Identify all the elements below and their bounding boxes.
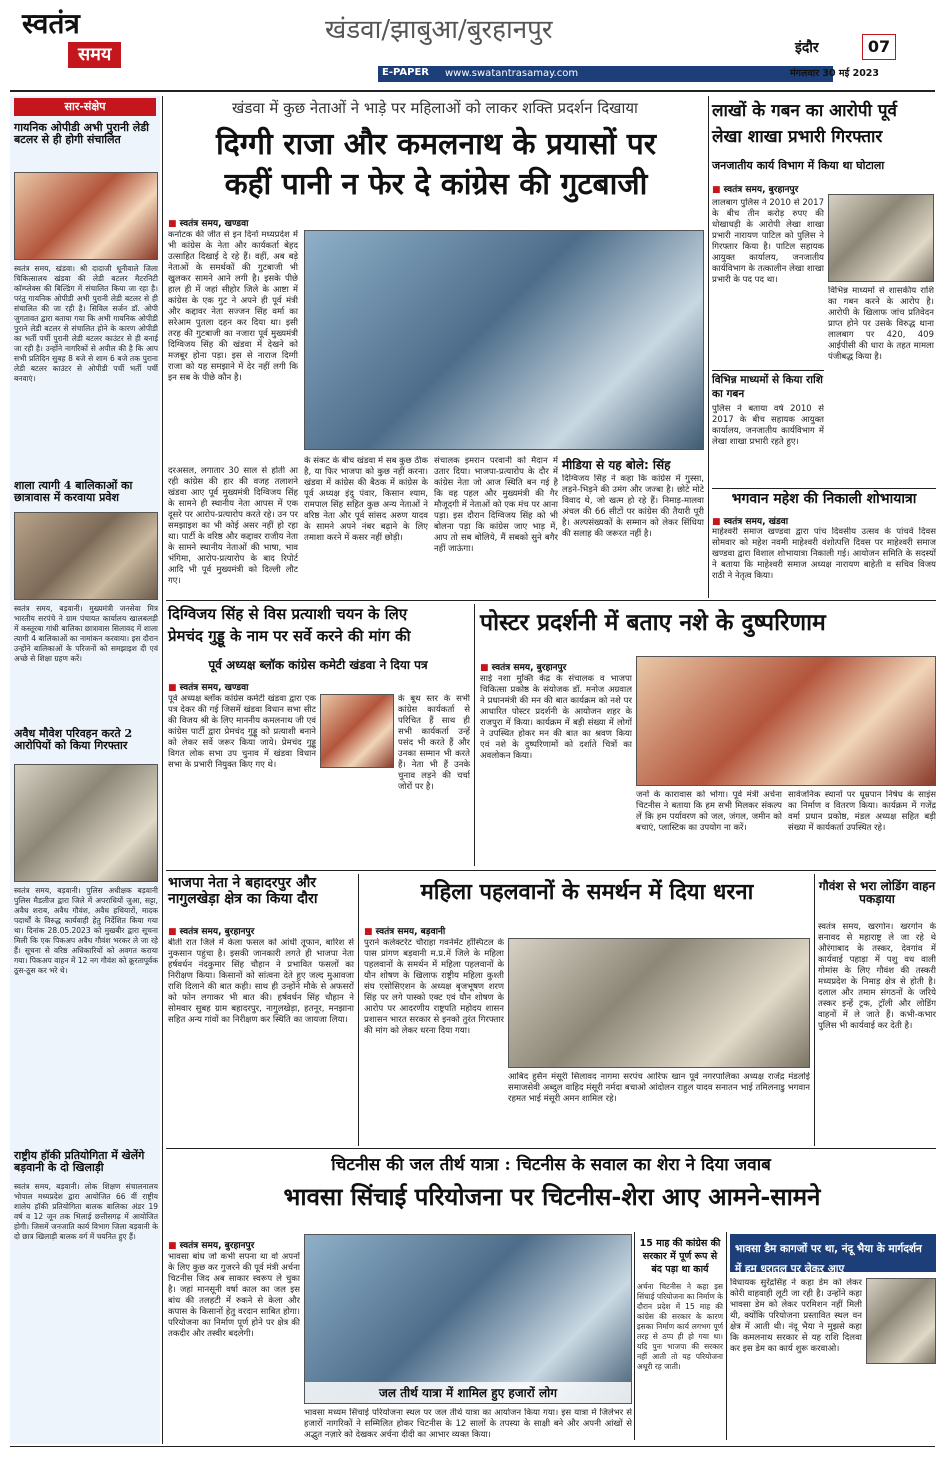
bhavsa-photo xyxy=(304,1234,632,1404)
sidebar-body-1: स्वतंत्र समय, खंडवा। श्री दादाजी धूनीवाले जिला चिकित्सालय खंडवा की लेडी बटलर मैटरनिटी कॉम्प्लेक्स की बिल्डिंग में संचालित किया जा रहा है। परंतु गायनिक ओपीडी अभी पुरानी लेडी बटलर से ही संचालित की जा रही है। सिविल सर्जन डॉ. ओपी जुगतावत द्वारा बताया गया कि अभी गायनिक ओपीडी पुराने लेडी बटलर से संचालित होने के कारण ओपीडी का भर्ती पर्ची पुरानी लेडी बटलर काउंटर से ही बनाई जा रही है। उन्होंने नागरिकों से अपील की है कि आप सभी प्रतिदिन सुबह 8 बजे से शाम 6 बजे तक पुराना लेडी बटलर काउंटर से ओपीडी पर्ची भर्ती पर्ची बनवाएं। xyxy=(14,264,158,383)
digvijay-body-2: के बूथ स्तर के सभी कांग्रेस कार्यकर्ता से परिचित हैं साथ ही सभी कार्यकर्ता उन्हें पसंद भी करते हैं और उनका सम्मान भी करते हैं। नेता भी हैं उनके चुनाव लड़ने की चर्चा जोरों पर है। xyxy=(398,694,470,792)
lead-bottom-rule xyxy=(166,600,936,601)
sidebar-photo-2 xyxy=(14,512,158,600)
wrestlers-divider xyxy=(814,874,815,1146)
digvijay-photo xyxy=(320,694,394,768)
mahesh-body: माहेश्वरी समाज खण्डवा द्वारा पांच दिवसीय उत्सव के पांचवें दिवस सोमवार को महेश नवमी माहेश्वरी वंशोत्पत्ति दिवस पर माहेश्वरी समाज खण्डवा द्वारा विशाल शोभायात्रा निकाली गई। आयोजन समिति के सदस्यों ने बताया कि माहेश्वरी समाज अध्यक्ष नारायण बाहेती व सचिव विजय राठी ने नेतृत्व किया। xyxy=(712,527,936,581)
lead-kicker: खंडवा में कुछ नेताओं ने भाड़े पर महिलाओं को लाकर शक्ति प्रदर्शन दिखाया xyxy=(232,99,638,117)
gauvansh-headline: गौवंश से भरा लोडिंग वाहन पकड़ाया xyxy=(818,879,936,907)
lead-body-5: दिग्विजय सिंह ने कहा कि कांग्रेस में गुस्सा, लड़ने-भिड़ने की उमंग और जज्बा है। छोटे मोटे विवाद थे, जो खत्म हो रहे हैं। निमाड़-मालवा अंचल की 66 सीटों पर कांग्रेस की तैयारी पूरी है। अल्पसंख्यकों के सम्मान को लेकर सिंधिया की सलाह की जरूरत नहीं है। xyxy=(562,474,704,539)
epaper-label: E-PAPER xyxy=(382,67,429,78)
poster-body-3: सार्वजनिक स्थानों पर धूम्रपान निषेध के साइंस का निर्माण व वितरण किया। कार्यक्रम में गजेंद्र वर्मा प्रधान प्रकोष्ठ, मंडल अध्यक्ष सहित बड़ी संख्या में कार्यकर्ता उपस्थित रहे। xyxy=(788,790,936,833)
bjp-body: बीती रात जिले में केला फसल को आंधी तूफान, बारिश से नुकसान पहुंचा है। इसकी जानकारी लगते ही भाजपा नेता हर्षवर्धन नंदकुमार सिंह चौहान ने प्रभावित फसलों का निरीक्षण किया। किसानों को सांत्वना देते हुए जल्द मुआवजा राशि दिलाने की बात कही। साथ ही उन्होंने मौके से अफसरों को फोन लगाकर भी बात की। हर्षवर्धन सिंह चौहान ने सोमवार सुबह ग्राम बहादरपुर, नागुलखेड़ा, हतनूर, मनझाना सहित अन्य गांवों का निरीक्षण कर स्थिति का जायजा लिया। xyxy=(168,938,354,1025)
gaban-headline-1: लाखों के गबन का आरोपी पूर्व xyxy=(712,101,897,121)
gaban-subhead: जनजातीय कार्य विभाग में किया था घोटाला xyxy=(712,159,885,172)
chitnis-top-rule xyxy=(166,1148,936,1149)
gauvansh-body: स्वतंत्र समय, खरगोन। खरगोन के सनावद से महाराष्ट्र ले जा रहे थे औरंगाबाद के तस्कर, देवगांव में कार्यवाई पहाड़ा में पशु वध वाली गोमांस के लिए गौवंश की तस्करी मध्यप्रदेश के निमाड़ क्षेत्र से होती है। दलाल और तमाम संगठनों के जरिये तस्कर इन्हें ट्रक, ट्रॉली और लोडिंग वाहनों में ले जाते हैं। कभी-कभार पुलिस भी कार्यवाई कर देती है। xyxy=(818,922,936,1031)
logo xyxy=(22,6,132,86)
lead-photo xyxy=(304,230,704,450)
gaban-byline-text: स्वतंत्र समय, बुरहानपुर xyxy=(723,185,799,195)
bhavsa-headline: भावसा सिंचाई परियोजना पर चिटनीस-शेरा आए आमने-सामने xyxy=(283,1182,821,1211)
shera-headline: भावसा डैम कागजों पर था, नंदू भैया के मार्गदर्शन में हम धरातल पर लेकर आए xyxy=(735,1243,922,1275)
bhavsa-byline: ■ स्वतंत्र समय, बुरहानपुर xyxy=(168,1241,255,1251)
digvijay-byline: ■ स्वतंत्र समय, खण्डवा xyxy=(168,683,249,693)
website-link[interactable]: www.swatantrasamay.com xyxy=(445,68,579,79)
wrestlers-byline: ■ स्वतंत्र समय, बड़वानी xyxy=(364,927,446,937)
lead-body-3: के संकट के बीच खंडवा में सब कुछ ठीक है, या फिर भाजपा को कुछ नहीं करना। खंडवा में कांग्रेस की बैठक में कांग्रेस के पूर्व अध्यक्ष इंदु पंवार, किसान श्याम, रामपाल सिंह सहित कुछ अन्य नेताओं ने वरिष्ठ नेता और पूर्व सांसद अरुण यादव के सामने अपने नंबर बढ़ाने के लिए तमाशा करने में कसर नहीं छोड़ी। xyxy=(304,456,428,543)
gaban-headline-2: लेखा शाखा प्रभारी गिरफ्तार xyxy=(712,127,883,147)
wrestlers-photo-caption: आबिद हुसैन मंसूरी सिलावद नागमा सरपंच आरिफ खान पूर्व नगरपालिका अध्यक्ष राजेंद्र मंडलोई समाजसेवी अब्दुल वाहिद मंसूरी नर्मदा बचाओ आंदोलन राहुल यादव सनातन भाई तमिलनाडु भगवान रहमत भाई मंसूरी अमन शामिल रहे। xyxy=(508,1072,810,1104)
logo-bottom: समय xyxy=(68,42,121,68)
mahesh-headline: भगवान महेश की निकाली शोभायात्रा xyxy=(731,491,917,507)
gaban-byline: ■ स्वतंत्र समय, बुरहानपुर xyxy=(712,185,799,195)
edition-title: खंडवा/झाबुआ/बुरहानपुर xyxy=(325,15,553,45)
mid-band-rule xyxy=(166,870,936,871)
bhavsa-side-headline: 15 माह की कांग्रेस की सरकार में पूर्ण रूप से बंद पड़ा था कार्य xyxy=(639,1238,721,1275)
lead-headline-2: कहीं पानी न फेर दे कांग्रेस की गुटबाजी xyxy=(224,167,648,202)
bjp-byline-text: स्वतंत्र समय, बुरहानपुर xyxy=(179,927,255,937)
sidebar-headline-3: अवैध मौवेश परिवहन करते 2 आरोपियों को किया गिरफ्तार xyxy=(14,727,133,753)
city-label: इंदौर xyxy=(795,40,819,56)
wrestlers-body: पुराने कलेक्टरेट चौराहा गवर्नमेंट हॉस्पिटल के पास प्रांगण बड़वानी म.प्र.में जिले के महिला पहलवानों के समर्थन में महिला पहलवानों के यौन शोषण के खिलाफ राष्ट्रीय महिला कुश्ती संघ एसोसिएशन के अध्यक्ष बृजभूषण शरण सिंह पर लगे पास्को एक्ट एवं यौन शोषण के आरोप पर आदरणीय राष्ट्रपति महोदय शासन प्रशासन भारत सरकार से इनको तुरंत गिरफ्तार की मांग को लेकर धरना दिया गया। xyxy=(364,938,504,1036)
bhavsa-side-divider xyxy=(634,1232,635,1440)
sidebar-body-2: स्वतंत्र समय, बड़वानी। मुख्यमंत्री जनसेवा मित्र भारतीय सरपंचे ने ग्राम पंचायत कार्यालय खालबलड़ी में कस्तूरबा गांधी बालिका छात्रावास सिलावद में शाला त्यागी 4 बालिकाओं का नामांकन करवाया। इस दौरान उन्होंने बालिकाओं के परिजनों को समझाइश दी एवं अच्छे से शिक्षा ग्रहण करें। xyxy=(14,604,158,663)
bjp-byline: ■ स्वतंत्र समय, बुरहानपुर xyxy=(168,927,255,937)
sidebar-title: सार-संक्षेप xyxy=(14,98,156,116)
center-right-divider xyxy=(708,96,709,598)
wrestlers-byline-text: स्वतंत्र समय, बड़वानी xyxy=(375,927,446,937)
digvijay-subhead: पूर्व अध्यक्ष ब्लॉक कांग्रेस कमेटी खंडवा ने दिया पत्र xyxy=(208,658,428,672)
lead-body-1: कर्नाटक की जीत से इन दिनों मध्यप्रदेश में भी कांग्रेस के नेता और कार्यकर्ता बेहद उत्साहित दिखाई दे रहे हैं। वहीं, अब बड़े नेताओं के समर्थकों की गुटबाजी भी खुलकर सामने आने लगी है। इसके पीछे हाल ही में जहां सीहोर जिले के आष्टा में कांग्रेस के एक गुट ने अपने ही पूर्व मंत्री और कद्दावर नेता सज्जन सिंह वर्मा का सरेआम पुतला दहन कर दिया था। इसी तरह की गुटबाजी का नजारा पूर्व मुख्यमंत्री दिग्विजय सिंह की खंडवा में देखने को मजबूर होना पड़ा। इस से नाराज दिग्गी राजा को यह समझाने में देर नहीं लगी कि इन सब के पीछे कौन है। xyxy=(168,230,298,383)
bhavsa-body-1: भावसा बांध जो कभी सपना था वो अपनों के लिए कुछ कर गुजरने की पूर्व मंत्री अर्चना चिटनीस जिद अब साकार स्वरूप ले चुका है। जहां मानसूनी वर्षा काल का जल इस बांध की तलहटी में रुकने से केला और कपास के किसानों हेतु वरदान साबित होगा। परियोजना का निर्माण पूर्ण होने पर क्षेत्र की तकदीर और तस्वीर बदलेगी। xyxy=(168,1252,300,1339)
poster-headline: पोस्टर प्रदर्शनी में बताए नशे के दुष्परिणाम xyxy=(480,609,826,636)
gaban-body-2: विभिन्न माध्यमों से शासकीय राशि का गबन करने के आरोप है। आरोपी के खिलाफ जांच प्रतिवेदन प्राप्त होने पर उसके विरुद्ध थाना लालबाग पर 420, 409 आईपीसी की धारा के तहत मामला पंजीबद्ध किया है। xyxy=(828,286,934,362)
poster-byline: ■ स्वतंत्र समय, बुरहानपुर xyxy=(480,663,567,673)
gaban-body-1: लालबाग पुलिस ने 2010 से 2017 के बीच तीन करोड़ रुपए की धोखाधड़ी के आरोपी लेखा शाखा प्रभारी नारायण पाटिल को पुलिस ने गिरफ्तार किया है। पाटिल सहायक आयुक्त कार्यालय, जनजातीय कार्यविभाग के तत्कालीन लेखा शाखा प्रभारी के पद पद था। xyxy=(712,198,824,285)
sidebar-headline-1: गायनिक ओपीडी अभी पुरानी लेडी बटलर से ही होगी संचालित xyxy=(14,121,149,147)
masthead-rule xyxy=(10,90,935,92)
sidebar-divider xyxy=(162,96,163,1444)
digvijay-divider xyxy=(474,604,475,866)
sidebar-photo-3 xyxy=(14,764,158,882)
bhavsa-byline-text: स्वतंत्र समय, बुरहानपुर xyxy=(179,1241,255,1251)
footer-rule xyxy=(10,1446,935,1447)
digvijay-headline-2: प्रेमचंद गुड्डू के नाम पर सर्वे करने की मांग की xyxy=(168,627,411,645)
shera-body: विधायक सुरेंद्रसिंह ने कहा डेम को लेकर कोरी वाहवाही लूटी जा रही है। उन्होंने कहा भावसा डेम को लेकर परमिशन नहीं मिली थी, क्योंकि परियोजना प्रस्तावित स्थल वन क्षेत्र में आती थी। नंदू भैया ने मुझसे कहा कि कमलनाथ सरकार से यह राशि दिलवा कर इस डेम का कार्य शुरू करवाओ। xyxy=(730,1278,862,1354)
shera-photo xyxy=(866,1278,936,1364)
digvijay-body-1: पूर्व अध्यक्ष ब्लॉक कांग्रेस कमेटी खंडवा द्वारा एक पत्र देकर की गई जिसमें खंडवा विधान सभा सीट की विजय श्री के लिए माननीय कमलनाथ जी एवं कांग्रेस पार्टी द्वारा प्रेमचंद गुड्डू को प्रत्याशी बनाने को लेकर सर्वे जरूर किया जाये। प्रेमचंद गुड्डू विगत लोक सभा उप चुनाव में खंडवा विधान सभा के प्रभारी नियुक्त किए गए थे। xyxy=(168,694,316,770)
poster-body-1: साई नशा मुक्ति केंद्र के संचालक व भाजपा चिकित्सा प्रकोष्ठ के संयोजक डॉ. मनोज अग्रवाल ने प्रधानमंत्री की मन की बात कार्यक्रम को नशे पर आधारित पोस्टर प्रदर्शनी के आयोजन शहर के राजपुरा में किया। कार्यक्रम में बड़ी संख्या में लोगों ने उपस्थित होकर मन की बात का श्रवण किया एवं नशे के दुष्परिणामों को दर्शाते चित्रों का अवलोकन किया। xyxy=(480,674,632,761)
bhavsa-body-2: भावसा मध्यम सिंचाई परियोजना स्थल पर जल तीर्थ यात्रा का आयोजन किया गया। इस यात्रा में जिलेभर से हजारों नागरिकों ने सम्मिलित होकर चिटनीस के 12 सालों के तपस्या के साक्षी बने और अपनी आंखों से अद्भुत नज़ारे को देखकर अर्चना दीदी का आभार व्यक्त किया। xyxy=(304,1408,632,1440)
gaban-body-3: पुलिस ने बताया वर्ष 2010 से 2017 के बीच सहायक आयुक्त कार्यालय, जनजातीय कार्यविभाग में लेखा शाखा प्रभारी रहते हुए। xyxy=(712,404,824,447)
sidebar-photo-1 xyxy=(14,172,158,260)
shera-divider xyxy=(726,1232,727,1440)
digvijay-headline-1: दिग्विजय सिंह से विस प्रत्याशी चयन के लिए xyxy=(168,605,408,623)
lead-body-2: दरअसल, लगातार 30 साल से होती आ रही कांग्रेस की हार की वजह तलाशने खंडवा आए पूर्व मुख्यमंत्री दिग्विजय सिंह के सामने ही स्थानीय नेता आपस में एक दूसरे पर आरोप-प्रत्यारोप करते रहे। उन पर समझाइश का भी कोई असर नहीं हो रहा था। पार्टी के वरिष्ठ और कद्दावर राजीय नेता के सामने स्थानीय नेताओं की भाषा, भाव भंगिमा, आरोप-प्रत्यारोप के बाद रिपोर्ट आदि भी पूर्व मुख्यमंत्री को दिल्ली लौट गए। xyxy=(168,466,298,586)
bjp-headline: भाजपा नेता ने बहादरपुर और नागुलखेड़ा क्षेत्र का किया दौरा xyxy=(168,875,318,907)
gaban-photo xyxy=(828,194,934,282)
lead-body-4: संचालक इमरान परवानी को मैदान में उतार दिया। भाजपा-प्रत्यारोप के दौर में कांग्रेस नेता जो आज स्थिति बन गई है कि वह पहल और मुख्यमंत्री की गैर मौजूदगी में नेताओं को एक मंच पर आना पड़ा। इस दौरान दिग्विजय सिंह को भी बोलना पड़ा कि कांग्रेस जाए भाड़ में, आप तो सब बोलिये, मैं सबको सुने बगैर नहीं जाऊंगा। xyxy=(434,456,558,554)
digvijay-byline-text: स्वतंत्र समय, खण्डवा xyxy=(179,683,249,693)
date: मंगलवार 30 मई 2023 xyxy=(790,68,880,79)
sidebar-headline-2: शाला त्यागी 4 बालिकाओं का छात्रावास में करवाया प्रवेश xyxy=(14,479,133,505)
poster-body-2: जनों के कारावास को भोगा। पूर्व मंत्री अर्चना चिटनीस ने बताया कि हम सभी मिलकर संकल्प लें कि हम पर्यावरण को जल, जंगल, जमीन को बचाएं, प्लास्टिक का उपयोग ना करें। xyxy=(636,790,782,833)
logo-top: स्वतंत्र xyxy=(22,7,80,40)
lead-byline: ■ स्वतंत्र समय, खण्डवा xyxy=(168,219,249,229)
chitnis-banner: चिटनीस की जल तीर्थ यात्रा : चिटनीस के सवाल का शेरा ने दिया जवाब xyxy=(331,1155,771,1175)
sidebar-headline-4: राष्ट्रीय हॉकी प्रतियोगिता में खेलेंगे बड़वानी के दो खिलाड़ी xyxy=(14,1149,145,1175)
page-number: 07 xyxy=(862,34,896,60)
poster-photo xyxy=(636,656,936,786)
sidebar-body-4: स्वतंत्र समय, बड़वानी। लोक शिक्षण संचालनालय भोपाल मध्यप्रदेश द्वारा आयोजित 66 वीं राष्ट्रीय शालेय हॉकी प्रतियोगिता बालक बालिका अंडर 19 वर्ष व 12 जून तक भिलाई छत्तीसगढ़ में आयोजित होगी। जिसमें जनजाति कार्य विभाग जिला बड़वानी के दो छात्र खिलाड़ी बालक वर्ग में चयनित हुए हैं। xyxy=(14,1182,158,1241)
gaban-mid-head: विभिन्न माध्यमों से किया राशि का गबन xyxy=(712,370,824,401)
mahesh-byline-text: स्वतंत्र समय, खंडवा xyxy=(723,517,789,527)
sidebar-body-3: स्वतंत्र समय, बड़वानी। पुलिस अधीक्षक बड़वानी पुलिस मैडलीज द्वारा जिले में अपराधियों जुआ, सट्टा, अवैध शराब, अवैध गौवंश, अवैध हथियारों, मादक पदार्थों के विरुद्ध कार्यवाही हेतु निर्देशित किया गया था। दिनांक 28.05.2023 को मुखबीर द्वारा सूचना मिली कि एक पिकअप अवैध गौवंश भरकर ले जा रहे हैं। सूचना से वरिष्ठ अधिकारियों को अवगत कराया गया। पिकअप वाहन में 12 नग गौवंश को क्रूरतापूर्वक ठूस-ठूस कर भरे थे। xyxy=(14,886,158,975)
masthead xyxy=(0,0,945,92)
lead-headline-1: दिग्गी राजा और कमलनाथ के प्रयासों पर xyxy=(215,127,657,162)
mahesh-top-rule xyxy=(712,488,936,489)
shera-headline-box xyxy=(730,1234,936,1275)
mahesh-byline: ■ स्वतंत्र समय, खंडवा xyxy=(712,517,789,527)
bhavsa-photo-caption: जल तीर्थ यात्रा में शामिल हुए हजारों लोग xyxy=(305,1382,631,1403)
poster-byline-text: स्वतंत्र समय, बुरहानपुर xyxy=(491,663,567,673)
lead-byline-text: स्वतंत्र समय, खण्डवा xyxy=(179,219,249,229)
bhavsa-side-body: अर्चना चिटनीस ने कहा इस सिंचाई परियोजना का निर्माण के दौरान प्रदेश में 15 माह की कांग्रेस की सरकार के कारण इसका निर्माण कार्य लगभग पूर्ण तरह से ठप्प ही हो गया था। यदि पुनः भाजपा की सरकार नहीं आती तो यह परियोजना अधूरी रह जाती। xyxy=(637,1282,723,1371)
wrestlers-headline: महिला पहलवानों के समर्थन में दिया धरना xyxy=(420,879,754,905)
bjp-divider xyxy=(358,874,359,1146)
wrestlers-photo xyxy=(508,938,810,1068)
lead-photo-caption: मीडिया से यह बोले: सिंह xyxy=(562,458,671,472)
